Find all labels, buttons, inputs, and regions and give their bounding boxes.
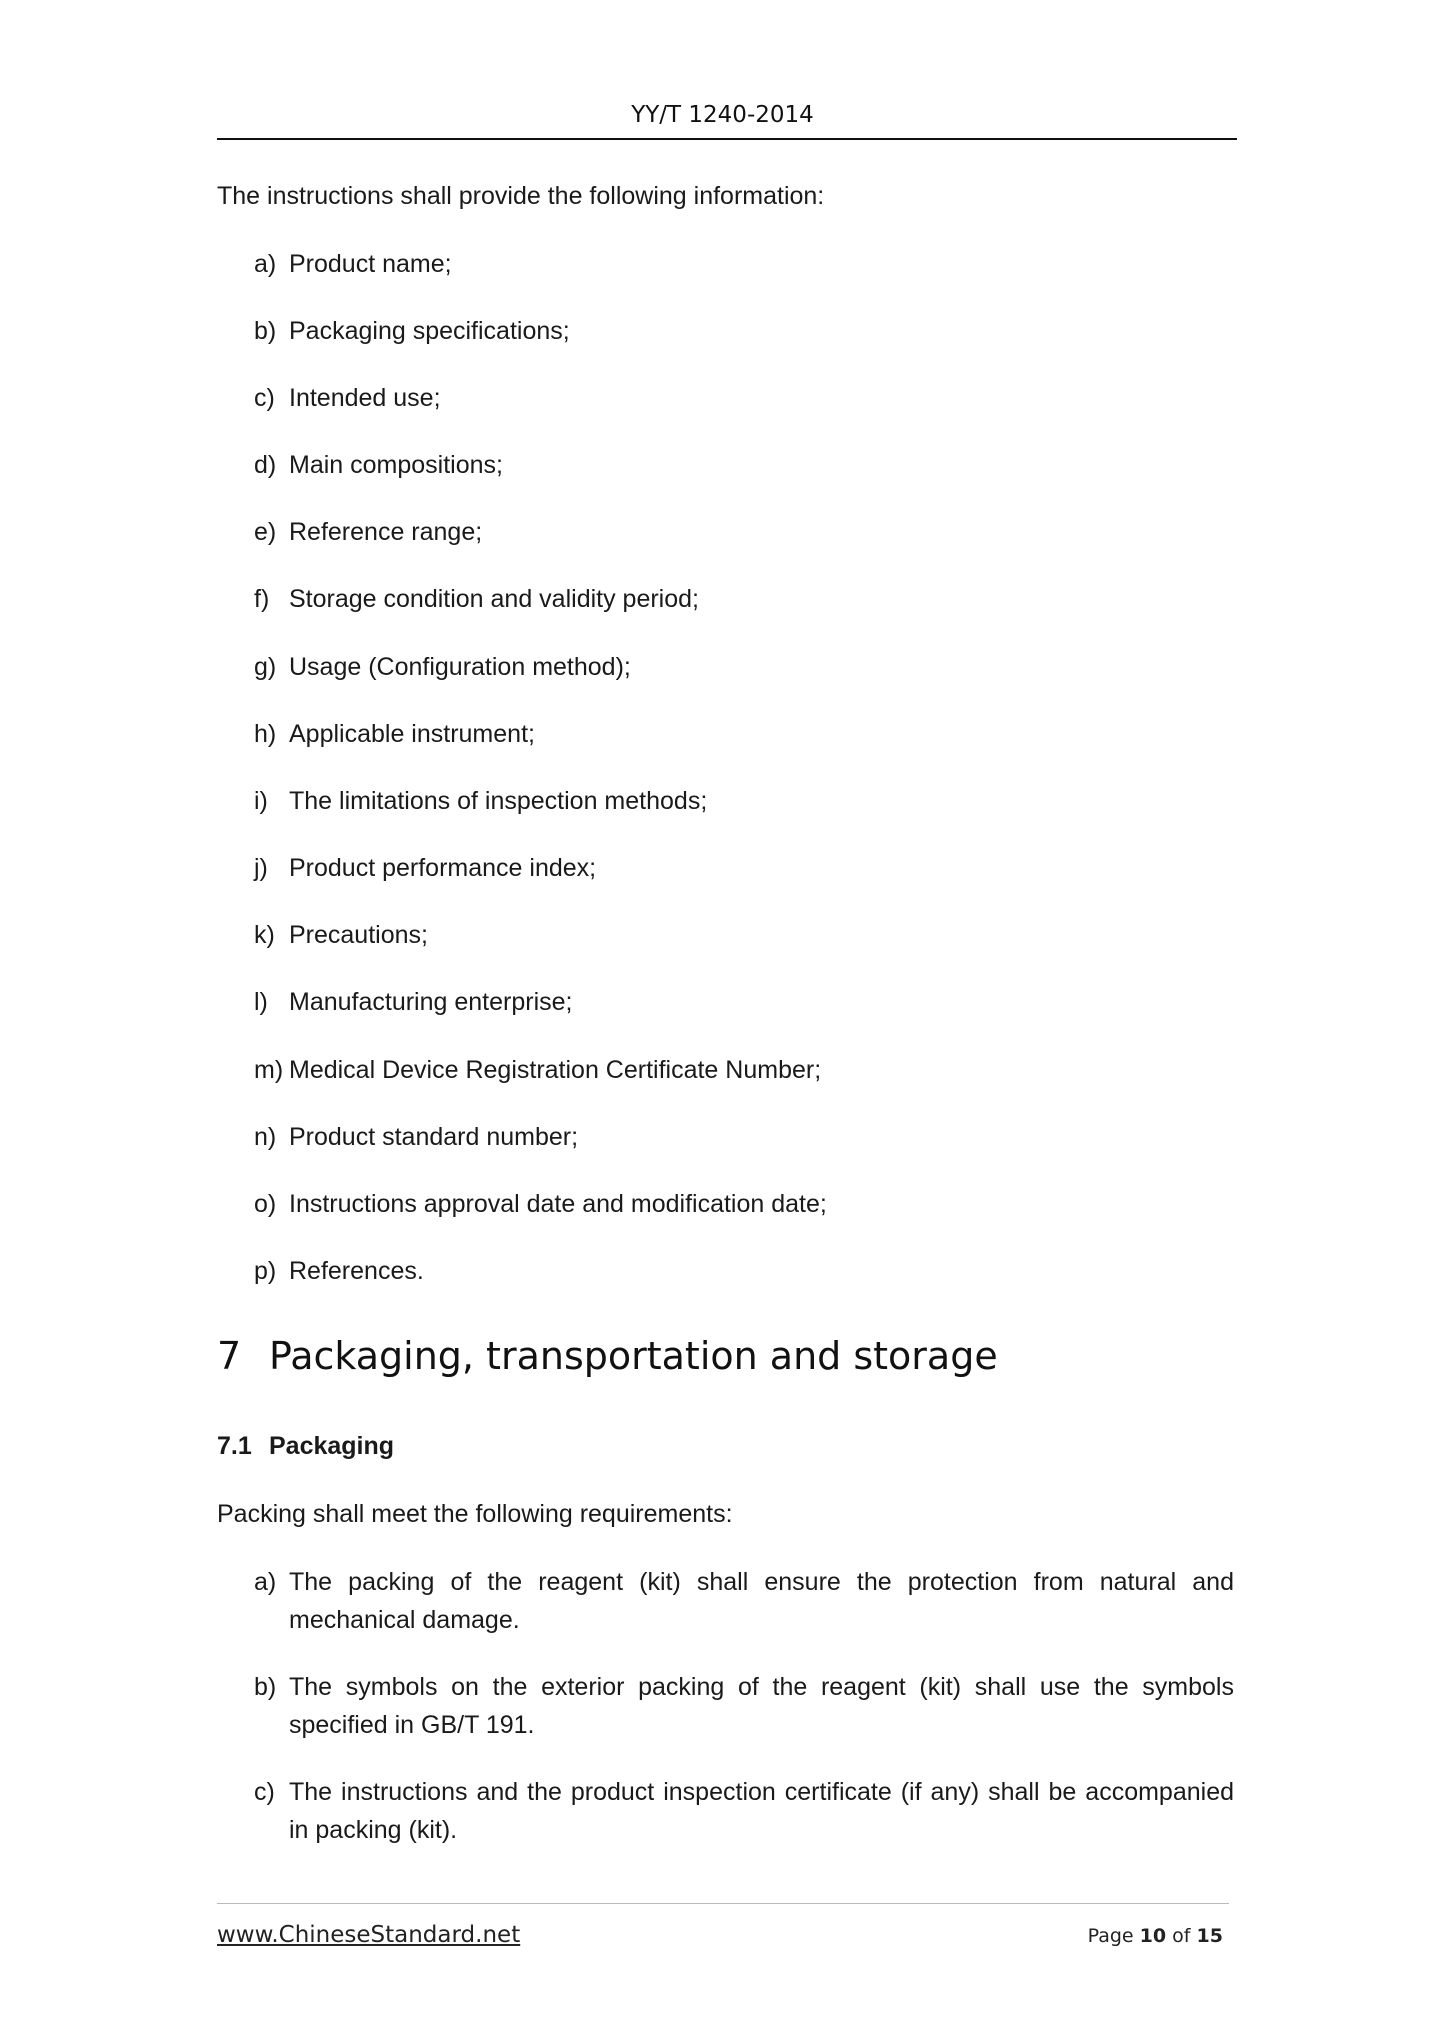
- list-item: [254, 312, 1234, 350]
- list-item-label: g): [254, 653, 277, 681]
- list-item-label: c): [254, 384, 275, 412]
- list-item: [254, 1773, 1234, 1849]
- list-item-label: n): [254, 1123, 277, 1151]
- list-item-label: d): [254, 451, 277, 479]
- list-item-text: Product performance index;: [289, 854, 597, 882]
- list-item-label: b): [254, 1673, 277, 1701]
- list-item-text: Applicable instrument;: [289, 720, 535, 748]
- list-item: [254, 648, 1234, 686]
- list-item-text: The symbols on the exterior packing of the reagent (kit) shall use the symbols specified in GB/T 191.: [289, 1673, 1234, 1739]
- list-item: [254, 715, 1234, 753]
- list-item: [254, 1051, 1234, 1089]
- footer-divider: [217, 1903, 1229, 1904]
- subsection-number: 7.1: [217, 1432, 252, 1460]
- section-number: 7: [217, 1334, 242, 1378]
- header-divider: [217, 138, 1237, 140]
- list-item-text: The limitations of inspection methods;: [289, 787, 708, 815]
- list-item-label: f): [254, 585, 270, 613]
- list-item: [254, 1252, 1234, 1290]
- list-item-label: m): [254, 1056, 284, 1084]
- list-item-text: The instructions and the product inspection certificate (if any) shall be accompanied in packing (kit).: [289, 1778, 1234, 1844]
- list-item: [254, 1185, 1234, 1223]
- list-item-text: Precautions;: [289, 921, 428, 949]
- intro-paragraph: The instructions shall provide the following information:: [217, 182, 825, 210]
- section-heading: [217, 1331, 998, 1381]
- list-item-label: a): [254, 1568, 277, 1596]
- list-item-text: Instructions approval date and modification date;: [289, 1190, 827, 1218]
- subsection-heading: [217, 1427, 394, 1465]
- list-item: [254, 849, 1234, 887]
- page-total: 15: [1196, 1925, 1223, 1947]
- list-item: [254, 513, 1234, 551]
- packing-intro-paragraph: Packing shall meet the following requirements:: [217, 1500, 733, 1528]
- list-item-label: a): [254, 250, 277, 278]
- list-item: [254, 1118, 1234, 1156]
- list-item-label: o): [254, 1190, 277, 1218]
- list-item-label: p): [254, 1257, 277, 1285]
- list-item-label: h): [254, 720, 277, 748]
- list-item: [254, 782, 1234, 820]
- list-item-text: Intended use;: [289, 384, 441, 412]
- list-item-text: The packing of the reagent (kit) shall ensure the protection from natural and mechanical damage.: [289, 1568, 1234, 1634]
- list-item: [254, 1668, 1234, 1744]
- list-item: [254, 916, 1234, 954]
- list-item: [254, 379, 1234, 417]
- list-item-text: Product name;: [289, 250, 452, 278]
- list-item-text: Main compositions;: [289, 451, 503, 479]
- list-item: [254, 580, 1234, 618]
- list-item: [254, 446, 1234, 484]
- footer-site-link[interactable]: www.ChineseStandard.net: [217, 1922, 521, 1948]
- list-item: [254, 983, 1234, 1021]
- list-item-text: References.: [289, 1257, 424, 1285]
- page-of: of: [1172, 1925, 1191, 1947]
- list-item-label: e): [254, 518, 277, 546]
- page-current: 10: [1139, 1925, 1167, 1947]
- list-item-text: Medical Device Registration Certificate Number;: [289, 1056, 822, 1084]
- list-item-label: b): [254, 317, 277, 345]
- header-standard-code: YY/T 1240-2014: [631, 102, 814, 128]
- list-item-label: i): [254, 787, 268, 815]
- list-item-text: Manufacturing enterprise;: [289, 988, 573, 1016]
- list-item-text: Usage (Configuration method);: [289, 653, 631, 681]
- list-item-text: Product standard number;: [289, 1123, 579, 1151]
- list-item: [254, 1563, 1234, 1639]
- list-item-label: k): [254, 921, 275, 949]
- list-item-text: Reference range;: [289, 518, 483, 546]
- list-item-text: Storage condition and validity period;: [289, 585, 699, 613]
- list-item-label: c): [254, 1778, 275, 1806]
- subsection-title: Packaging: [269, 1432, 395, 1460]
- list-item: [254, 245, 1234, 283]
- list-item-label: l): [254, 988, 268, 1016]
- list-item-label: j): [254, 854, 268, 882]
- footer-page-number: [1088, 1925, 1223, 1947]
- list-item-text: Packaging specifications;: [289, 317, 570, 345]
- page-prefix: Page: [1087, 1925, 1134, 1947]
- section-title: Packaging, transportation and storage: [269, 1334, 998, 1378]
